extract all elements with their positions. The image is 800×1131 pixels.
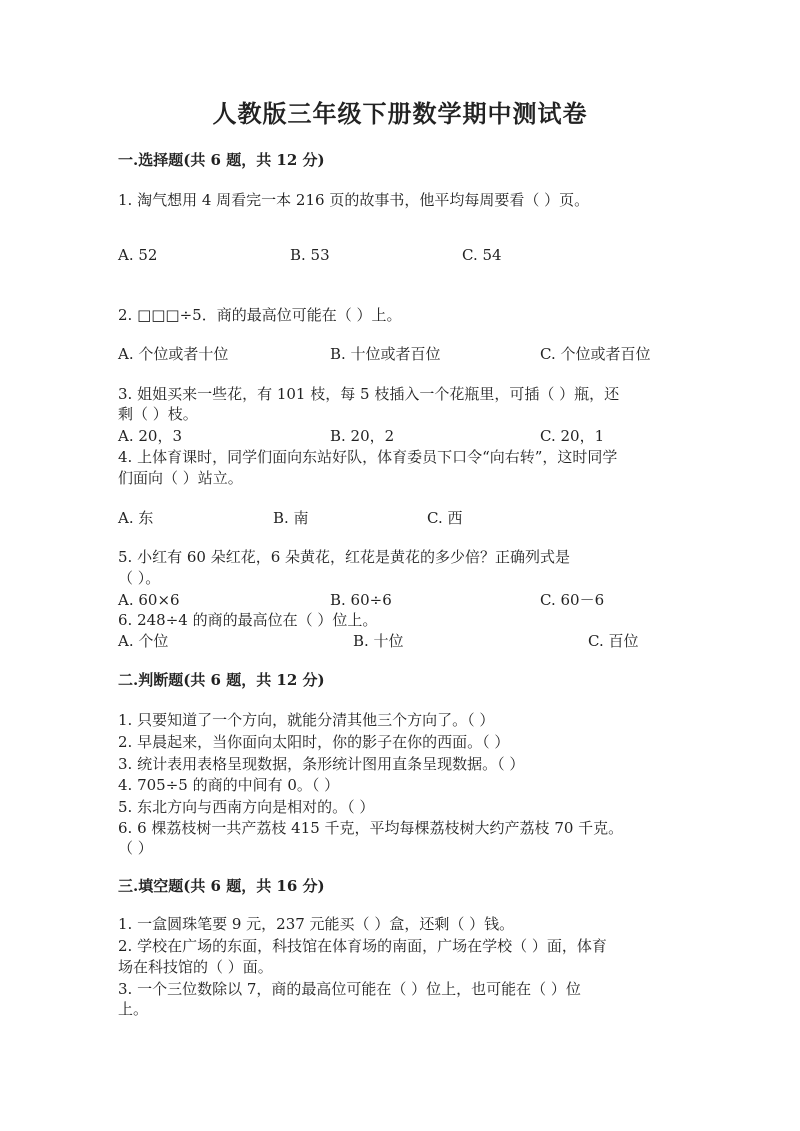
question-1-5-line1: 5. 小红有 60 朵红花，6 朵黄花，红花是黄花的多少倍？正确列式是 bbox=[118, 548, 571, 566]
option-1-5-b: B. 60÷6 bbox=[330, 591, 392, 609]
question-1-4-line2: 们面向（ ）站立。 bbox=[118, 469, 243, 487]
option-1-3-a: A. 20，3 bbox=[118, 427, 182, 445]
fill-line-2: 2. 学校在广场的东面，科技馆在体育场的南面，广场在学校（ ）面，体育 bbox=[118, 937, 607, 955]
option-1-4-a: A. 东 bbox=[118, 509, 154, 527]
section-heading-fill: 三.填空题(共 6 题，共 16 分) bbox=[118, 877, 325, 895]
fill-line-3: 3. 一个三位数除以 7，商的最高位可能在（ ）位上，也可能在（ ）位 bbox=[118, 980, 581, 998]
question-1-6: 6. 248÷4 的商的最高位在（ ）位上。 bbox=[118, 611, 378, 629]
judgement-line-1: 1. 只要知道了一个方向，就能分清其他三个方向了。（ ） bbox=[118, 711, 495, 729]
question-1-5-line2: （ ）。 bbox=[118, 569, 161, 587]
judgement-line-3: 3. 统计表用表格呈现数据，条形统计图用直条呈现数据。（ ） bbox=[118, 755, 525, 773]
option-1-5-c: C. 60－6 bbox=[540, 591, 605, 609]
fill-line-2-cont: 场在科技馆的（ ）面。 bbox=[118, 958, 273, 976]
question-1-4-line1: 4. 上体育课时，同学们面向东站好队，体育委员下口令“向右转”，这时同学 bbox=[118, 448, 618, 466]
judgement-line-4: 4. 705÷5 的商的中间有 0。（ ） bbox=[118, 776, 340, 794]
option-1-3-c: C. 20，1 bbox=[540, 427, 605, 445]
question-1-1: 1. 淘气想用 4 周看完一本 216 页的故事书，他平均每周要看（ ）页。 bbox=[118, 191, 590, 209]
option-1-1-a: A. 52 bbox=[118, 246, 158, 264]
fill-line-1: 1. 一盒圆珠笔要 9 元，237 元能买（ ）盒，还剩（ ）钱。 bbox=[118, 915, 515, 933]
judgement-line-6-cont: （ ） bbox=[118, 839, 153, 857]
option-1-2-c: C. 个位或者百位 bbox=[540, 345, 651, 363]
fill-line-3-cont: 上。 bbox=[118, 1000, 149, 1018]
option-1-3-b: B. 20，2 bbox=[330, 427, 395, 445]
option-1-6-b: B. 十位 bbox=[353, 632, 404, 650]
judgement-line-2: 2. 早晨起来，当你面向太阳时，你的影子在你的西面。（ ） bbox=[118, 733, 510, 751]
judgement-line-6: 6. 6 棵荔枝树一共产荔枝 415 千克，平均每棵荔枝树大约产荔枝 70 千克。 bbox=[118, 819, 624, 837]
section-heading-judgement: 二.判断题(共 6 题，共 12 分) bbox=[118, 671, 325, 689]
option-1-1-b: B. 53 bbox=[290, 246, 330, 264]
option-1-4-b: B. 南 bbox=[273, 509, 309, 527]
question-1-3-line1: 3. 姐姐买来一些花，有 101 枝，每 5 枝插入一个花瓶里，可插（ ）瓶，还 bbox=[118, 385, 620, 403]
section-heading-choice: 一.选择题(共 6 题，共 12 分) bbox=[118, 151, 325, 169]
option-1-6-a: A. 个位 bbox=[118, 632, 169, 650]
option-1-4-c: C. 西 bbox=[427, 509, 463, 527]
page-title: 人教版三年级下册数学期中测试卷 bbox=[212, 99, 588, 128]
option-1-2-a: A. 个位或者十位 bbox=[118, 345, 229, 363]
question-1-2: 2. □□□÷5．商的最高位可能在（ ）上。 bbox=[118, 306, 402, 324]
question-1-3-line2: 剩（ ）枝。 bbox=[118, 405, 198, 423]
option-1-1-c: C. 54 bbox=[462, 246, 502, 264]
option-1-2-b: B. 十位或者百位 bbox=[330, 345, 441, 363]
option-1-5-a: A. 60×6 bbox=[118, 591, 180, 609]
judgement-line-5: 5. 东北方向与西南方向是相对的。（ ） bbox=[118, 798, 375, 816]
option-1-6-c: C. 百位 bbox=[588, 632, 639, 650]
